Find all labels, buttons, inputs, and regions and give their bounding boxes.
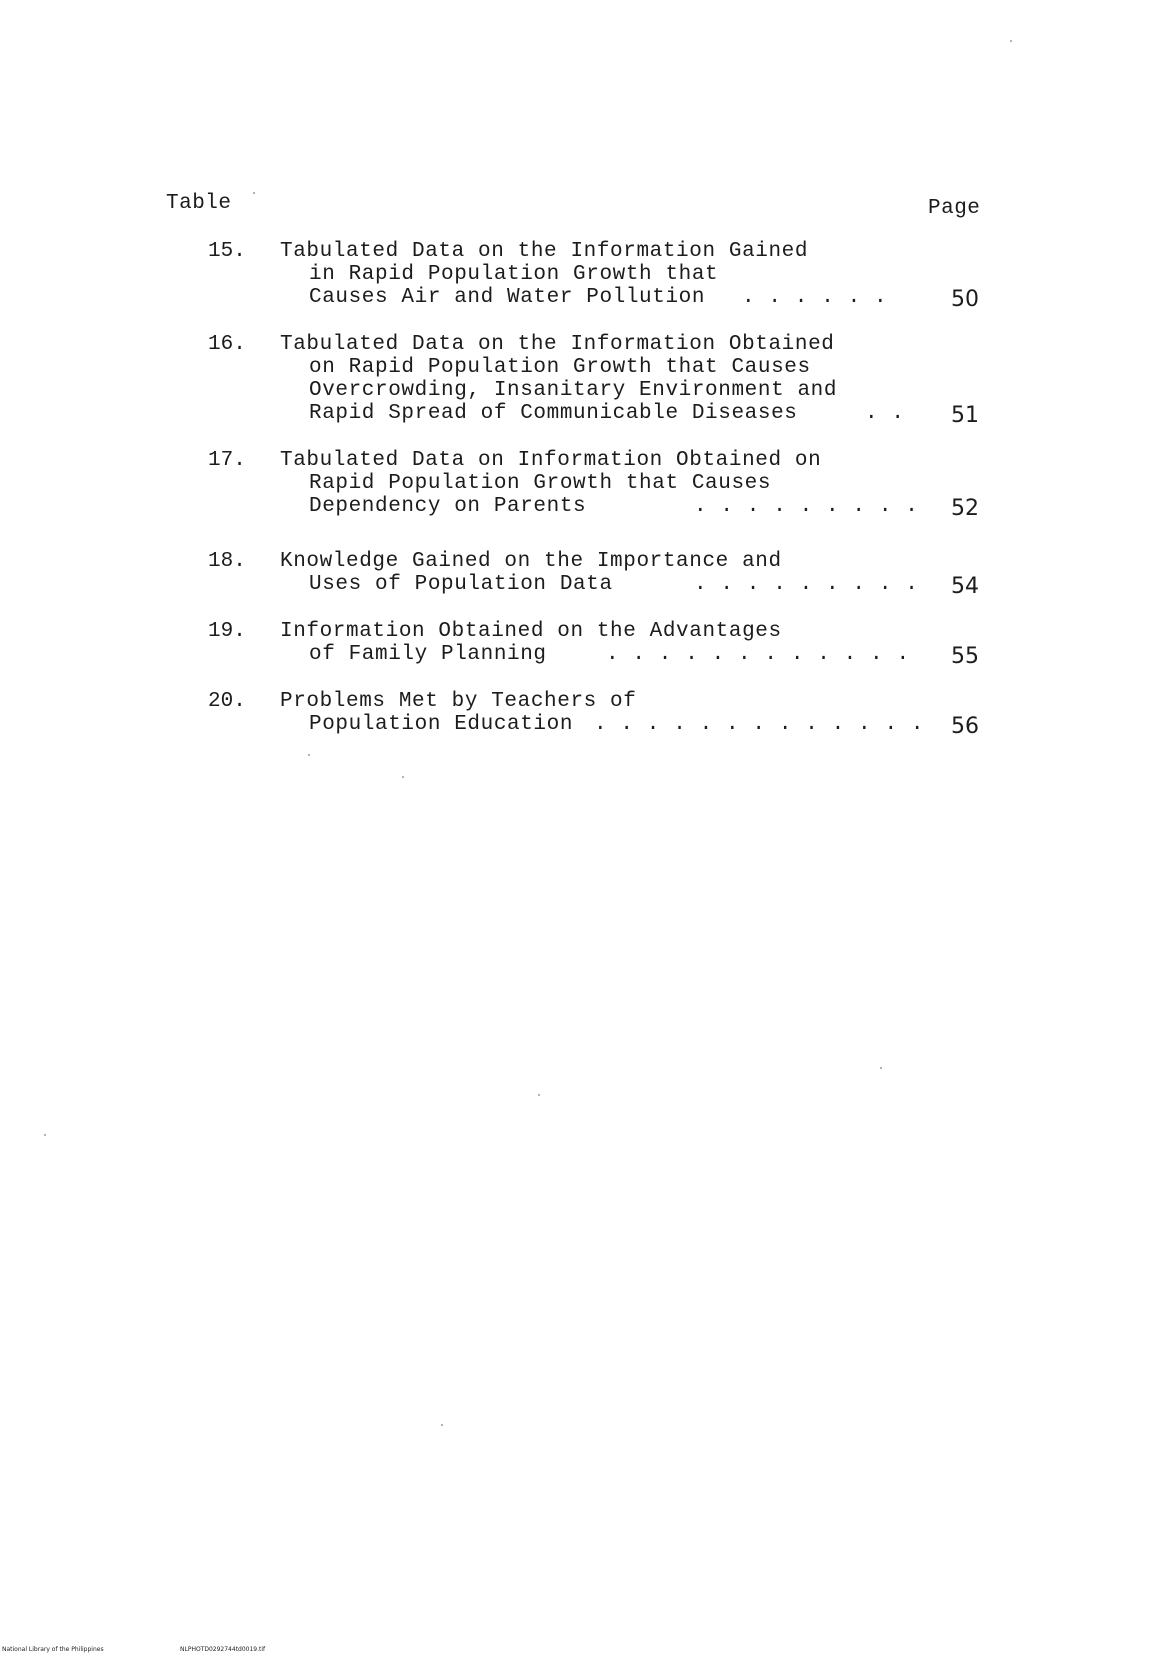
- entry-title-line: Dependency on Parents: [309, 495, 587, 518]
- entry-title-line: Information Obtained on the Advantages: [280, 620, 782, 643]
- footer-library-credit: National Library of the Philippines: [2, 1646, 104, 1653]
- entry-title-line: on Rapid Population Growth that Causes: [309, 356, 811, 379]
- dot-leader: . . . . . . . . .: [694, 573, 919, 596]
- entry-title-line: Problems Met by Teachers of: [280, 690, 637, 713]
- scan-speck: [538, 1094, 540, 1096]
- entry-title-line: of Family Planning: [309, 643, 547, 666]
- page-column-header: Page: [928, 197, 981, 220]
- scan-speck: [308, 754, 310, 756]
- entry-title-line: Population Education: [309, 713, 574, 736]
- scan-speck: [44, 1134, 46, 1136]
- dot-leader: . .: [865, 402, 905, 425]
- entry-title-line: Knowledge Gained on the Importance and: [280, 550, 782, 573]
- entry-title-line: Causes Air and Water Pollution: [309, 286, 706, 309]
- scan-speck: [880, 1067, 882, 1069]
- entry-number: 20.: [208, 690, 246, 713]
- entry-title-line: Overcrowding, Insanitary Environment and: [309, 379, 838, 402]
- scan-speck: [441, 1424, 443, 1426]
- scan-speck: [1010, 40, 1012, 42]
- dot-leader: . . . . . . . . . . . .: [606, 643, 910, 666]
- dot-leader: . . . . . .: [742, 286, 888, 309]
- entry-title-line: Tabulated Data on Information Obtained on: [280, 449, 822, 472]
- entry-number: 17.: [208, 449, 246, 472]
- entry-title-line: Tabulated Data on the Information Obtained: [280, 333, 835, 356]
- entry-page-number: 50: [951, 287, 979, 312]
- dot-leader: . . . . . . . . .: [694, 495, 919, 518]
- entry-page-number: 54: [951, 574, 979, 599]
- scan-speck: [402, 776, 404, 778]
- entry-page-number: 51: [951, 403, 979, 428]
- entry-title-line: Rapid Population Growth that Causes: [309, 472, 772, 495]
- table-column-header: Table: [166, 192, 232, 215]
- entry-page-number: 56: [951, 714, 979, 739]
- entry-number: 15.: [208, 240, 246, 263]
- entry-page-number: 52: [951, 496, 979, 521]
- entry-number: 16.: [208, 333, 246, 356]
- entry-number: 19.: [208, 620, 246, 643]
- footer-file-name: NLPHOTD0292744td0019.tif: [180, 1646, 266, 1653]
- dot-leader: . . . . . . . . . . . . .: [594, 713, 925, 736]
- entry-number: 18.: [208, 550, 246, 573]
- entry-title-line: in Rapid Population Growth that: [309, 263, 719, 286]
- entry-page-number: 55: [951, 644, 979, 669]
- entry-title-line: Rapid Spread of Communicable Diseases: [309, 402, 798, 425]
- entry-title-line: Uses of Population Data: [309, 573, 613, 596]
- entry-title-line: Tabulated Data on the Information Gained: [280, 240, 809, 263]
- scan-speck: [253, 192, 255, 194]
